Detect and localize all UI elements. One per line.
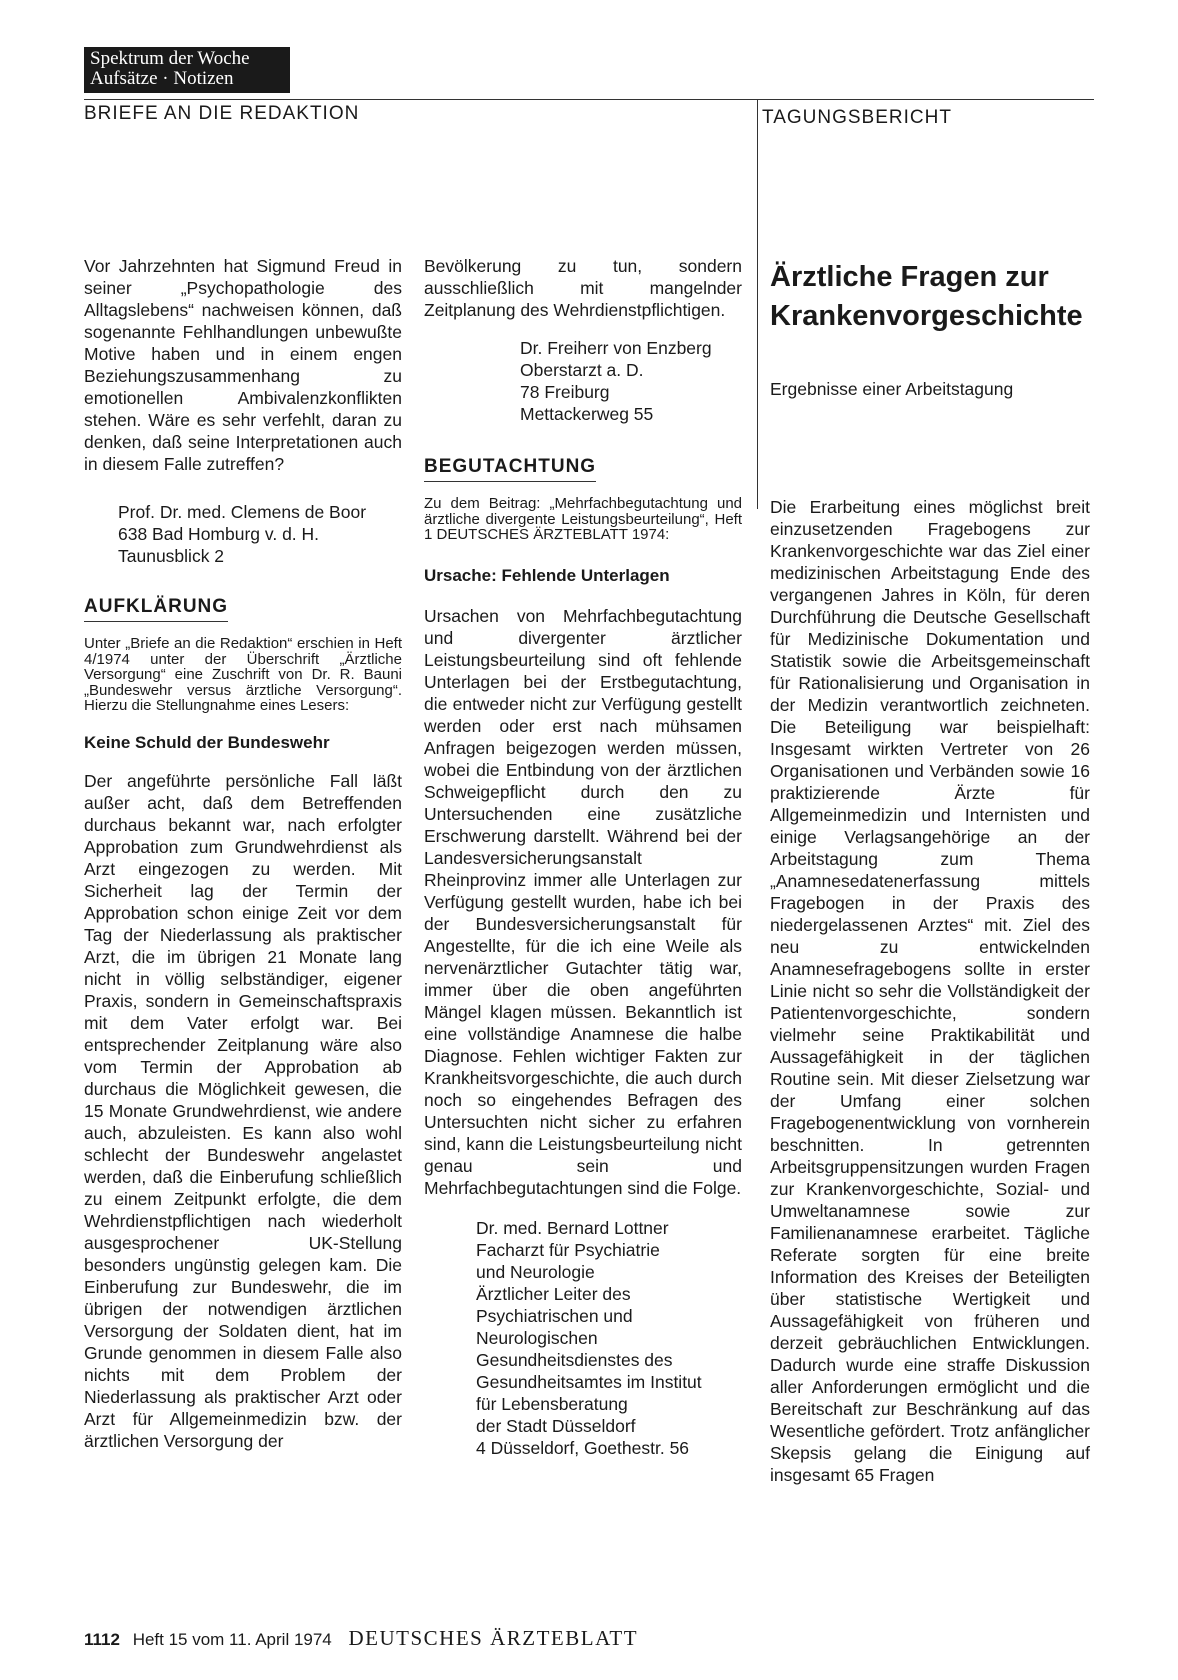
issue-info: Heft 15 vom 11. April 1974 — [132, 1630, 332, 1649]
letter-3-signature — [424, 1217, 742, 1459]
signature-line: Taunusblick 2 — [118, 546, 225, 566]
article-body: Die Erarbeitung eines möglichst breit einzusetzenden Fragebogens zur Krankenvorgeschichte war das Ziel einer medizinischen Arbeitstagung Ende des vergangenen Jahres in Köln, für deren Durchführung die Deutsche Gesellschaft für Medizinische Dokumentation und Statistik sowie die Arbeitsgemeinschaft für Rationalisierung und Organisation in der Medizin verantwortlich zeichneten. Die Beteiligung war beispielhaft: Insgesamt wirkten Vertreter von 26 Organisationen und Verbänden sowie 16 praktizierende Ärzte für Allgemeinmedizin und Internisten und einige Verlagsangehörige an der Arbeitstagung zum Thema „Anamnesedatenerfassung mittels Fragebogen in der Praxis des niedergelassenen Arztes“ mit. Ziel des neu zu entwickelnden Anamnesefragebogens sollte in erster Linie nicht so sehr die Vollständigkeit der Patientenvorgeschichte, sondern vielmehr seine Praktikabilität und Aussagefähigkeit in der täglichen Routine sein. Mit dieser Zielsetzung war der Umfang einer solchen Fragebogenentwicklung von vornherein beschnitten. In getrennten Arbeitsgruppensitzungen wurden Fragen zur Krankenvorgeschichte, Sozial- und Umweltanamnese sowie zur Familienanamnese erarbeitet. Tägliche Referate sorgten für eine breite Information des Kreises der Beteiligten über statistische Wertigkeit und Aussagefähigkeit von früheren und derzeit gebräuchlichen Entwicklungen. Dadurch wurde eine straffe Diskussion aller Anforderungen ermöglicht und die Bereitschaft zur Beschränkung auf das Wesentliche gefördert. Trotz anfänglicher Skepsis gelang die Einigung auf insgesamt 65 Fragen — [770, 497, 1090, 1485]
column-divider — [757, 99, 758, 509]
letter-headline: Ursache: Fehlende Unterlagen — [424, 565, 670, 585]
signature-line: Gesundheitsdienstes des — [476, 1349, 673, 1370]
article-title-line-1: Ärztliche Fragen zur — [770, 261, 1049, 293]
signature-line: Neurologischen — [476, 1327, 598, 1348]
article-subtitle: Ergebnisse einer Arbeitstagung — [770, 379, 1014, 399]
column-3 — [770, 258, 1090, 1486]
page-footer — [84, 1626, 638, 1651]
journal-name: DEUTSCHES ÄRZTEBLATT — [348, 1626, 639, 1650]
letter-2-text: Der angeführte persönliche Fall läßt außer acht, daß dem Betreffenden durchaus bekannt war, nach erfolgter Approbation zum Grundwehrdienst als Arzt eingezogen zu werden. Mit Sicherheit lag der Termin der Approbation schon einige Zeit vor dem Tag der Niederlassung als praktischer Arzt, die im übrigen 21 Monate lang nicht in völlig selbständiger, eigener Praxis, sondern in Gemeinschaftspraxis mit dem Vater erfolgt war. Bei entsprechender Zeitplanung wäre also vom Termin der Approbation ab durchaus die Möglichkeit gewesen, die 15 Monate Grundwehrdienst, wie andere auch, abzuleisten. Es kann also wohl schlecht der Bundeswehr angelastet werden, daß die Einberufung schließlich zu einem Zeitpunkt erfolgte, die dem Wehrdienstpflichtigen nach wiederholt ausgesprochener UK-Stellung besonders ungünstig gelegen kam. Die Einberufung zur Bundeswehr, die im übrigen der notwendigen ärztlichen Versorgung der Soldaten dient, hat im Grunde genommen in diesem Falle also nichts mit dem Problem der Niederlassung als praktischer Arzt oder Arzt für Allgemeinmedizin bzw. der ärztlichen Versorgung der — [84, 770, 402, 1451]
signature-line: und Neurologie — [476, 1261, 595, 1282]
letter-2-continued: Bevölkerung zu tun, sondern ausschließlich mit mangelnder Zeitplanung des Wehrdienstpflichtigen. — [424, 256, 742, 320]
signature-line: Dr. Freiherr von Enzberg — [520, 338, 712, 358]
article-title-line-2: Krankenvorgeschichte — [770, 300, 1083, 332]
signature-line: Prof. Dr. med. Clemens de Boor — [118, 502, 367, 522]
column-2 — [424, 255, 742, 1459]
signature-line: Facharzt für Psychiatrie — [476, 1239, 660, 1260]
section-intro: Zu dem Beitrag: „Mehrfachbegutachtung und ärztliche divergente Leistungsbeurteilung“, Heft 1 DEUTSCHES ÄRZTEBLATT 1974: — [424, 495, 742, 543]
page-number: 1112 — [84, 1630, 120, 1649]
signature-line: Dr. med. Bernard Lottner — [476, 1217, 669, 1238]
signature-line: Gesundheitsamtes im Institut — [476, 1371, 702, 1392]
signature-line: 4 Düsseldorf, Goethestr. 56 — [476, 1437, 690, 1458]
letter-headline: Keine Schuld der Bundeswehr — [84, 732, 330, 752]
signature-line: Mettackerweg 55 — [520, 404, 654, 424]
section-intro: Unter „Briefe an die Redaktion“ erschien in Heft 4/1974 unter der Überschrift „Ärztliche Versorgung“ eine Zuschrift von Dr. R. Bauni „Bundeswehr versus ärztliche Versorgung“. Hierzu die Stellungnahme eines Lesers: — [84, 635, 402, 714]
signature-line: Oberstarzt a. D. — [520, 360, 644, 380]
signature-line: 78 Freiburg — [520, 382, 610, 402]
letter-1-signature — [84, 501, 402, 567]
signature-line: für Lebensberatung — [476, 1393, 628, 1414]
signature-line: 638 Bad Homburg v. d. H. — [118, 524, 320, 544]
letter-1-text: Vor Jahrzehnten hat Sigmund Freud in seiner „Psychopathologie des Alltagslebens“ nachweisen können, daß sogenannte Fehlhandlungen unbewußte Motive haben und in einem engen Beziehungszusammenhang zu emotionellen Ambivalenzkonflikten stehen. Wäre es sehr verfehlt, daran zu denken, daß seine Interpretationen auch in diesem Falle zutreffen? — [84, 256, 402, 474]
column-1 — [84, 255, 402, 1452]
letter-3-text: Ursachen von Mehrfachbegutachtung und divergenter ärztlicher Leistungsbeurteilung sind oft fehlende Unterlagen bei der Erstbegutachtung, die entweder nicht zur Verfügung gestellt werden oder erst nach mühsamen Anfragen beigezogen werden müssen, wobei die Entbindung von der ärztlichen Schweigepflicht durch den zu Untersuchenden eine zusätzliche Erschwerung darstellt. Während bei der Landesversicherungsanstalt Rheinprovinz immer alle Unterlagen zur Verfügung gestellt wurden, habe ich bei der Bundesversicherungsanstalt für Angestellte, für die ich eine Weile als nervenärztlicher Gutachter tätig war, immer über die oben angeführten Mängel klagen müssen. Bekanntlich ist eine vollständige Anamnese die halbe Diagnose. Fehlen wichtiger Fakten zur Krankheitsvorgeschichte, die auch durch noch so eingehendes Befragen des Untersuchten nicht sicher zu erfahren sind, kann die Leistungsbeurteilung nicht genau sein und Mehrfachbegutachtungen sind die Folge. — [424, 605, 742, 1198]
signature-line: der Stadt Düsseldorf — [476, 1415, 636, 1436]
section-heading-begutachtung: BEGUTACHTUNG — [424, 456, 596, 482]
section-label-report: TAGUNGSBERICHT — [762, 107, 952, 128]
signature-line: Psychiatrischen und — [476, 1305, 633, 1326]
article-title — [770, 258, 1090, 336]
badge-line-2: Aufsätze · Notizen — [90, 68, 234, 89]
signature-line: Ärztlicher Leiter des — [476, 1283, 631, 1304]
top-rule — [84, 99, 1094, 100]
letter-2-signature — [424, 337, 742, 425]
section-label-letters: BRIEFE AN DIE REDAKTION — [84, 103, 360, 124]
section-heading-aufklaerung: AUFKLÄRUNG — [84, 596, 228, 622]
badge-line-1: Spektrum der Woche — [90, 48, 250, 69]
section-badge — [84, 47, 290, 93]
